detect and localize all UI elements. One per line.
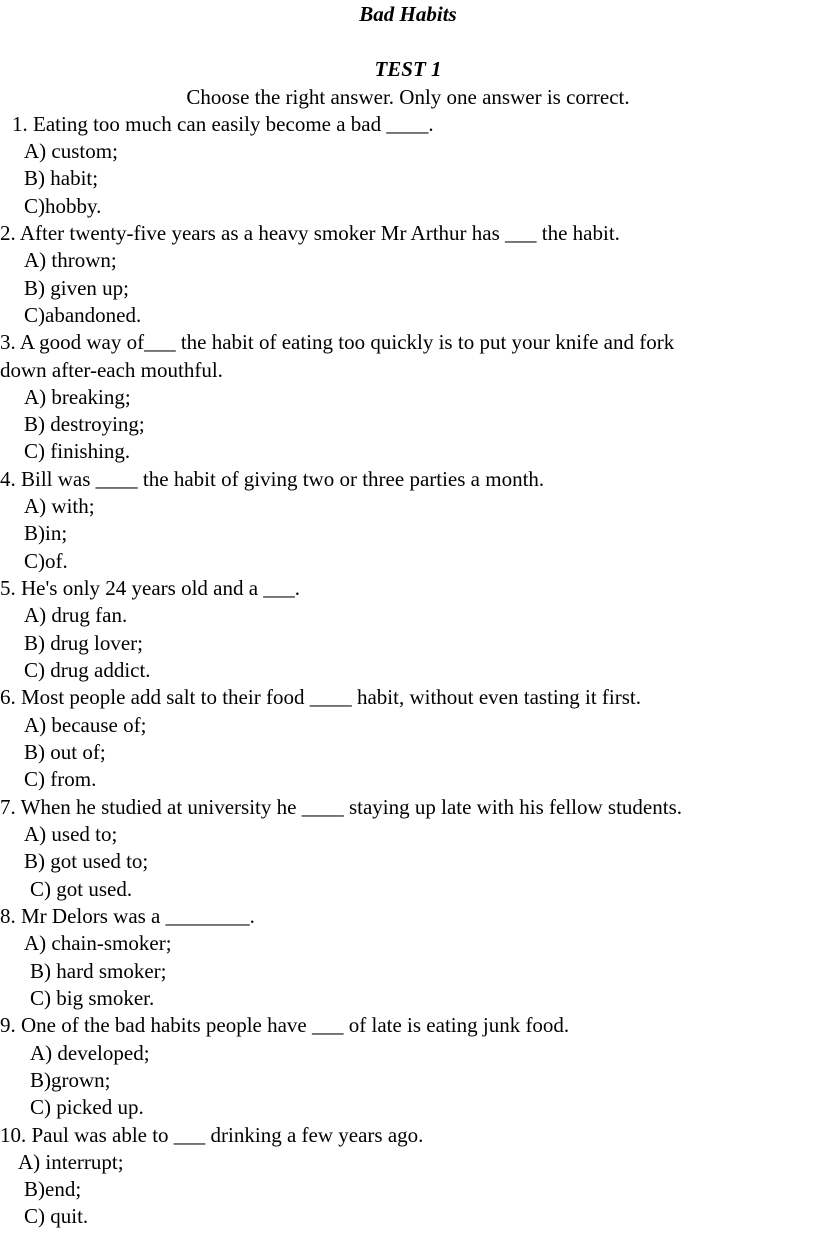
question-1-option-c: C)hobby. — [24, 194, 102, 218]
question-7-option-b: B) got used to; — [24, 849, 149, 873]
question-5-option-a: A) drug fan. — [24, 603, 128, 627]
question-6-option-b: B) out of; — [24, 740, 106, 764]
question-10-option-a: A) interrupt; — [18, 1150, 124, 1174]
question-8-option-b: B) hard smoker; — [30, 959, 167, 983]
question-4-stem: 4. Bill was ____ the habit of giving two or three parties a month. — [0, 467, 545, 491]
question-4-option-c: C)of. — [24, 549, 68, 573]
question-6-stem: 6. Most people add salt to their food ____ habit, without even tasting it first. — [0, 685, 641, 709]
question-9-option-c: C) picked up. — [30, 1095, 144, 1119]
question-10-option-c: C) quit. — [24, 1204, 89, 1228]
question-3-option-a: A) breaking; — [24, 385, 131, 409]
question-6-option-c: C) from. — [24, 767, 97, 791]
question-2-option-b: B) given up; — [24, 276, 129, 300]
question-9-option-b: B)grown; — [30, 1068, 111, 1092]
question-1-option-a: A) custom; — [24, 139, 118, 163]
question-5-option-c: C) drug addict. — [24, 658, 151, 682]
question-10-option-b: B)end; — [24, 1177, 82, 1201]
question-2-option-a: A) thrown; — [24, 248, 117, 272]
question-3-stem-continued: down after-each mouthful. — [0, 358, 223, 382]
question-8-stem: 8. Mr Delors was a ________. — [0, 904, 255, 928]
question-2-option-c: C)abandoned. — [24, 303, 142, 327]
question-9-stem: 9. One of the bad habits people have ___ of late is eating junk food. — [0, 1013, 570, 1037]
question-8-option-a: A) chain-smoker; — [24, 931, 172, 955]
question-4-option-a: A) with; — [24, 494, 95, 518]
question-1-option-b: B) habit; — [24, 166, 99, 190]
question-8-option-c: C) big smoker. — [30, 986, 155, 1010]
question-5-option-b: B) drug lover; — [24, 631, 143, 655]
test-heading: TEST 1 — [374, 57, 442, 81]
question-7-stem: 7. When he studied at university he ____ staying up late with his fellow students. — [0, 795, 683, 819]
question-7-option-a: A) used to; — [24, 822, 118, 846]
question-3-stem: 3. A good way of___ the habit of eating too quickly is to put your knife and fork — [0, 330, 675, 354]
question-1-stem: 1. Eating too much can easily become a bad ____. — [12, 112, 434, 136]
question-6-option-a: A) because of; — [24, 713, 147, 737]
instructions: Choose the right answer. Only one answer is correct. — [186, 85, 630, 109]
question-9-option-a: A) developed; — [30, 1041, 150, 1065]
question-3-option-b: B) destroying; — [24, 412, 145, 436]
question-10-stem: 10. Paul was able to ___ drinking a few years ago. — [0, 1123, 424, 1147]
document-title: Bad Habits — [359, 2, 457, 26]
question-3-option-c: C) finishing. — [24, 439, 131, 463]
question-7-option-c: C) got used. — [30, 877, 133, 901]
question-5-stem: 5. He's only 24 years old and a ___. — [0, 576, 301, 600]
question-4-option-b: B)in; — [24, 521, 68, 545]
question-2-stem: 2. After twenty-five years as a heavy smoker Mr Arthur has ___ the habit. — [0, 221, 620, 245]
